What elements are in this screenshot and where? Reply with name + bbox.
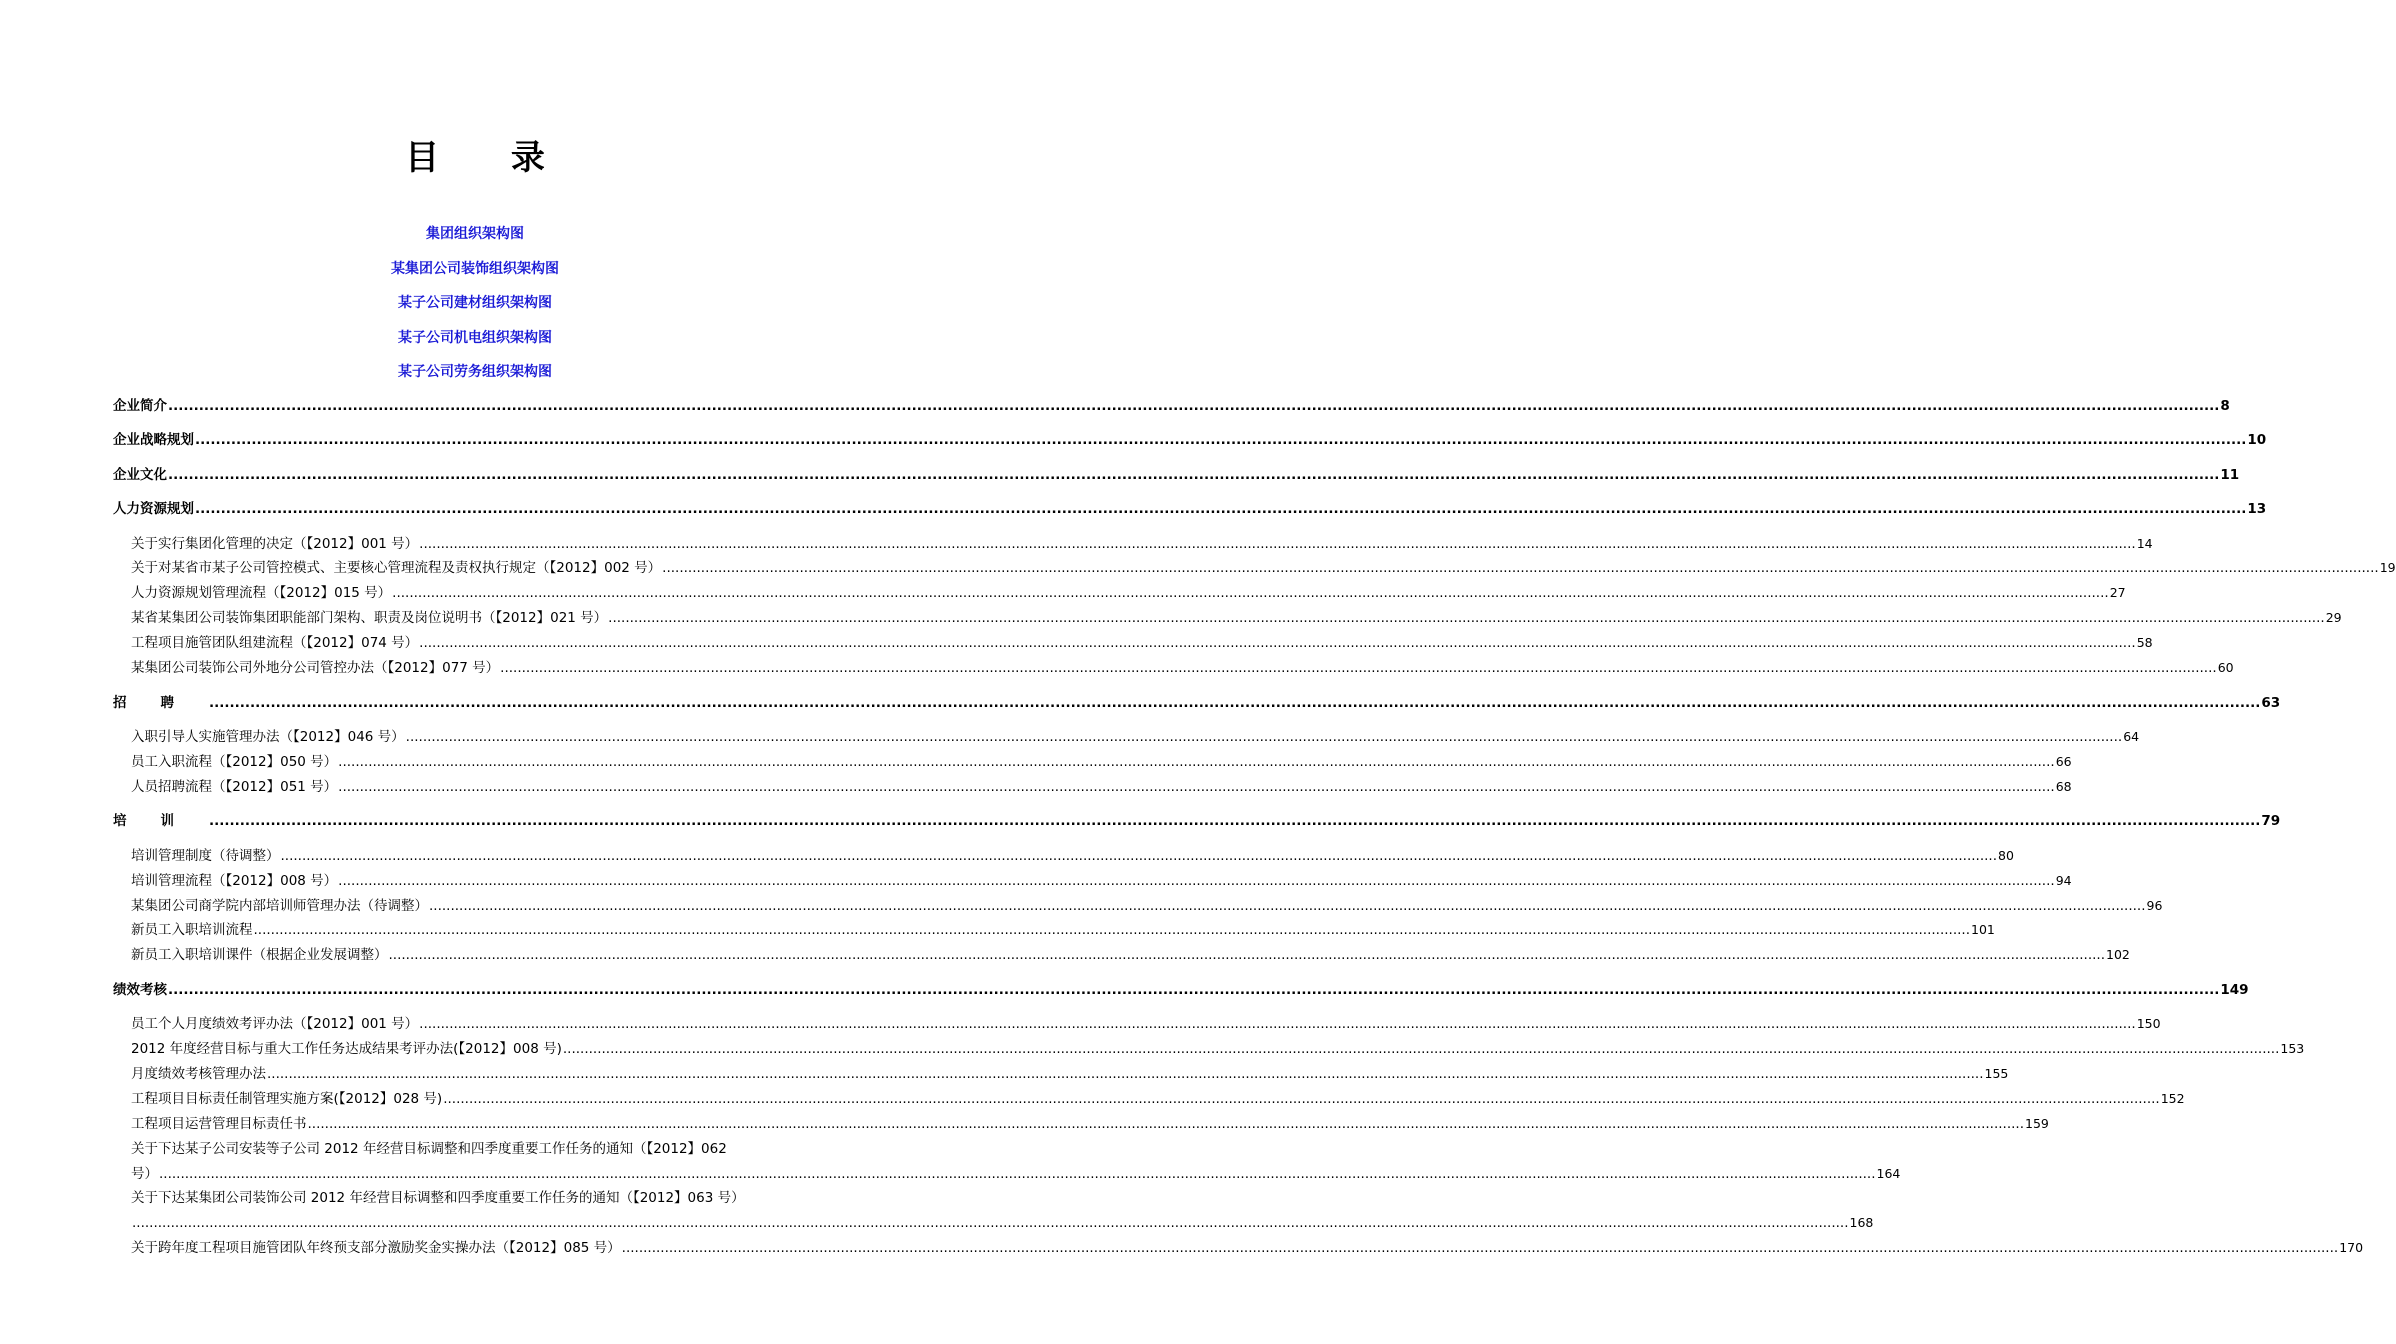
toc-entry-performance[interactable] [113, 980, 2249, 1000]
toc-subentry[interactable] [131, 752, 2072, 772]
toc-entry-hr[interactable] [113, 499, 2267, 519]
toc-subentry[interactable] [131, 1014, 2161, 1034]
org-chart-link-building-materials[interactable]: 某子公司建材组织架构图 [398, 295, 552, 311]
toc-subentry[interactable] [131, 558, 2396, 578]
toc-subentry[interactable] [131, 1114, 2049, 1134]
toc-leader-dots: ................................................................................................................................................................................................................................................................................................................................................................................................................ [392, 585, 2109, 601]
toc-entry-page: 102 [2106, 947, 2130, 962]
toc-entry-title: 员工个人月度绩效考评办法（【2012】001 号） [131, 1016, 419, 1032]
page-title: 目 录 [405, 138, 575, 178]
toc-entry-intro[interactable] [113, 396, 2230, 416]
toc-entry-page: 80 [1998, 848, 2014, 863]
toc-entry-title: 新员工入职培训课件（根据企业发展调整） [131, 947, 388, 963]
toc-entry-page: 14 [2136, 536, 2153, 551]
org-chart-link-labor[interactable]: 某子公司劳务组织架构图 [398, 364, 552, 380]
toc-entry-page: 150 [2136, 1016, 2161, 1031]
toc-leader-dots: ................................................................................................................................................................................................................................................................................................................................................................................................................ [132, 1215, 1849, 1231]
toc-entry-title: 2012 年度经营目标与重大工作任务达成结果考评办法(【2012】008 号) [131, 1041, 562, 1057]
toc-leader-dots: ................................................................................................................................................................................................................................................................................................................................................................................................................ [388, 947, 2106, 963]
toc-entry-page: 58 [2136, 635, 2153, 650]
toc-leader-dots: ................................................................................................................................................................................................................................................................................................................................................................................................................ [419, 1016, 2136, 1032]
toc-entry-title: 员工入职流程（【2012】050 号） [131, 754, 338, 770]
toc-entry-page: 170 [2339, 1240, 2364, 1255]
toc-leader-dots: ................................................................................................................................................................................................................................................................................................................................................................................................................ [168, 982, 2220, 998]
toc-entry-title: 新员工入职培训流程 [131, 922, 253, 938]
toc-leader-dots: ................................................................................................................................................................................................................................................................................................................................................................................................................ [500, 660, 2217, 676]
toc-entry-title: 工程项目施管团队组建流程（【2012】074 号） [131, 635, 419, 651]
toc-leader-dots: ................................................................................................................................................................................................................................................................................................................................................................................................................ [608, 610, 2325, 626]
toc-subentry[interactable] [131, 727, 2140, 747]
toc-entry-page: 153 [2280, 1041, 2305, 1056]
toc-entry-title: 关于下达某集团公司装饰公司 2012 年经营目标调整和四季度重要工作任务的通知（【2012】063 号） [131, 1190, 745, 1206]
toc-leader-dots: ................................................................................................................................................................................................................................................................................................................................................................................................................ [195, 432, 2247, 448]
toc-entry-title: 工程项目运营管理目标责任书 [131, 1116, 307, 1132]
toc-subentry[interactable] [131, 608, 2342, 628]
toc-entry-title: 某省某集团公司装饰集团职能部门架构、职责及岗位说明书（【2012】021 号） [131, 610, 608, 626]
toc-entry-page: 66 [2055, 754, 2072, 769]
toc-entry-title: 绩效考核 [113, 982, 167, 998]
toc-subentry[interactable] [131, 1089, 2185, 1109]
toc-subentry-wrapped-line1[interactable] [131, 1139, 837, 1159]
toc-subentry[interactable] [131, 846, 2014, 866]
toc-leader-dots: ................................................................................................................................................................................................................................................................................................................................................................................................................ [209, 813, 2261, 829]
toc-entry-page: 8 [2220, 398, 2230, 414]
toc-entry-title: 关于实行集团化管理的决定（【2012】001 号） [131, 536, 419, 552]
toc-subentry[interactable] [131, 633, 2153, 653]
toc-entry-page: 94 [2055, 873, 2072, 888]
toc-leader-dots: ................................................................................................................................................................................................................................................................................................................................................................................................................ [429, 898, 2146, 914]
toc-entry-title: 企业文化 [113, 467, 167, 483]
toc-entry-page: 11 [2220, 467, 2240, 483]
toc-leader-dots: ................................................................................................................................................................................................................................................................................................................................................................................................................ [443, 1091, 2160, 1107]
toc-subentry[interactable] [131, 896, 2163, 916]
toc-entry-title: 培训管理制度（待调整） [131, 848, 280, 864]
toc-entry-title: 入职引导人实施管理办法（【2012】046 号） [131, 729, 405, 745]
toc-entry-page: 10 [2247, 432, 2267, 448]
toc-leader-dots: ................................................................................................................................................................................................................................................................................................................................................................................................................ [195, 501, 2247, 517]
toc-entry-page: 29 [2325, 610, 2342, 625]
toc-subentry[interactable] [131, 777, 2072, 797]
toc-subentry-wrapped-line2[interactable] [131, 1164, 1901, 1184]
toc-entry-page: 159 [2025, 1116, 2049, 1131]
toc-entry-page: 101 [1971, 922, 1995, 937]
toc-leader-dots: ................................................................................................................................................................................................................................................................................................................................................................................................................ [307, 1116, 2025, 1132]
toc-subentry[interactable] [131, 871, 2072, 891]
toc-entry-page: 152 [2160, 1091, 2185, 1106]
toc-entry-title: 某集团公司装饰公司外地分公司管控办法（【2012】077 号） [131, 660, 500, 676]
toc-entry-page: 164 [1876, 1166, 1901, 1181]
toc-leader-dots: ................................................................................................................................................................................................................................................................................................................................................................................................................ [209, 695, 2261, 711]
toc-leader-dots: ................................................................................................................................................................................................................................................................................................................................................................................................................ [419, 635, 2136, 651]
org-chart-link-decoration[interactable]: 某集团公司装饰组织架构图 [391, 261, 559, 277]
toc-entry-page: 96 [2146, 898, 2163, 913]
toc-leader-dots: ................................................................................................................................................................................................................................................................................................................................................................................................................ [405, 729, 2123, 745]
toc-leader-dots: ................................................................................................................................................................................................................................................................................................................................................................................................................ [338, 754, 2055, 770]
toc-leader-dots: ................................................................................................................................................................................................................................................................................................................................................................................................................ [253, 922, 1971, 938]
toc-subentry[interactable] [131, 1039, 2305, 1059]
toc-entry-page: 27 [2109, 585, 2126, 600]
toc-entry-page: 19 [2379, 560, 2396, 575]
toc-leader-dots: ................................................................................................................................................................................................................................................................................................................................................................................................................ [662, 560, 2379, 576]
toc-entry-title: 人力资源规划管理流程（【2012】015 号） [131, 585, 392, 601]
toc-entry-page: 155 [1984, 1066, 2009, 1081]
toc-leader-dots: ................................................................................................................................................................................................................................................................................................................................................................................................................ [338, 873, 2055, 889]
toc-entry-page: 60 [2217, 660, 2234, 675]
toc-entry-title: 企业简介 [113, 398, 167, 414]
toc-entry-title: 工程项目目标责任制管理实施方案(【2012】028 号) [131, 1091, 443, 1107]
toc-entry-training[interactable] [113, 811, 2281, 831]
toc-leader-dots: ................................................................................................................................................................................................................................................................................................................................................................................................................ [419, 536, 2136, 552]
org-chart-link-group[interactable]: 集团组织架构图 [426, 226, 524, 242]
toc-entry-title: 关于对某省市某子公司管控模式、主要核心管理流程及责权执行规定（【2012】002 号） [131, 560, 662, 576]
toc-entry-title: 人力资源规划 [113, 501, 194, 517]
toc-subentry[interactable] [131, 1238, 2364, 1258]
toc-entry-page: 64 [2123, 729, 2140, 744]
toc-subentry-wrapped-line2[interactable] [131, 1213, 1874, 1233]
toc-subentry[interactable] [131, 1064, 2009, 1084]
toc-leader-dots: ................................................................................................................................................................................................................................................................................................................................................................................................................ [338, 779, 2055, 795]
toc-entry-culture[interactable] [113, 465, 2240, 485]
toc-entry-strategy[interactable] [113, 430, 2267, 450]
toc-subentry[interactable] [131, 658, 2234, 678]
toc-entry-title: 关于跨年度工程项目施管团队年终预支部分激励奖金实操办法（【2012】085 号） [131, 1240, 621, 1256]
toc-leader-dots: ................................................................................................................................................................................................................................................................................................................................................................................................................ [267, 1066, 1984, 1082]
toc-entry-page: 149 [2220, 982, 2249, 998]
toc-entry-title: 企业战略规划 [113, 432, 194, 448]
toc-entry-page: 168 [1849, 1215, 1874, 1230]
toc-entry-title: 招聘 [113, 695, 208, 711]
toc-leader-dots: ................................................................................................................................................................................................................................................................................................................................................................................................................ [562, 1041, 2280, 1057]
toc-subentry[interactable] [131, 583, 2126, 603]
toc-entry-title-continued: 号） [131, 1166, 158, 1182]
toc-entry-page: 79 [2261, 813, 2281, 829]
toc-subentry[interactable] [131, 920, 1995, 940]
toc-entry-title: 培训 [113, 813, 208, 829]
toc-subentry[interactable] [131, 945, 2130, 965]
toc-entry-page: 68 [2055, 779, 2072, 794]
toc-leader-dots: ................................................................................................................................................................................................................................................................................................................................................................................................................ [168, 398, 2220, 414]
toc-entry-page: 13 [2247, 501, 2267, 517]
toc-leader-dots: ................................................................................................................................................................................................................................................................................................................................................................................................................ [159, 1166, 1876, 1182]
toc-entry-title: 培训管理流程（【2012】008 号） [131, 873, 338, 889]
toc-entry-page: 63 [2261, 695, 2281, 711]
org-chart-link-mechanical[interactable]: 某子公司机电组织架构图 [398, 330, 552, 346]
toc-entry-title: 月度绩效考核管理办法 [131, 1066, 266, 1082]
toc-subentry[interactable] [131, 534, 2153, 554]
toc-leader-dots: ................................................................................................................................................................................................................................................................................................................................................................................................................ [280, 848, 1998, 864]
toc-entry-title: 某集团公司商学院内部培训师管理办法（待调整） [131, 898, 428, 914]
toc-leader-dots: ................................................................................................................................................................................................................................................................................................................................................................................................................ [168, 467, 2220, 483]
toc-entry-title: 人员招聘流程（【2012】051 号） [131, 779, 338, 795]
toc-entry-recruit[interactable] [113, 693, 2281, 713]
toc-entry-title: 关于下达某子公司安装等子公司 2012 年经营目标调整和四季度重要工作任务的通知（【2012】062 [131, 1141, 727, 1157]
toc-leader-dots: ................................................................................................................................................................................................................................................................................................................................................................................................................ [621, 1240, 2339, 1256]
toc-subentry-wrapped-line1[interactable] [131, 1188, 837, 1208]
